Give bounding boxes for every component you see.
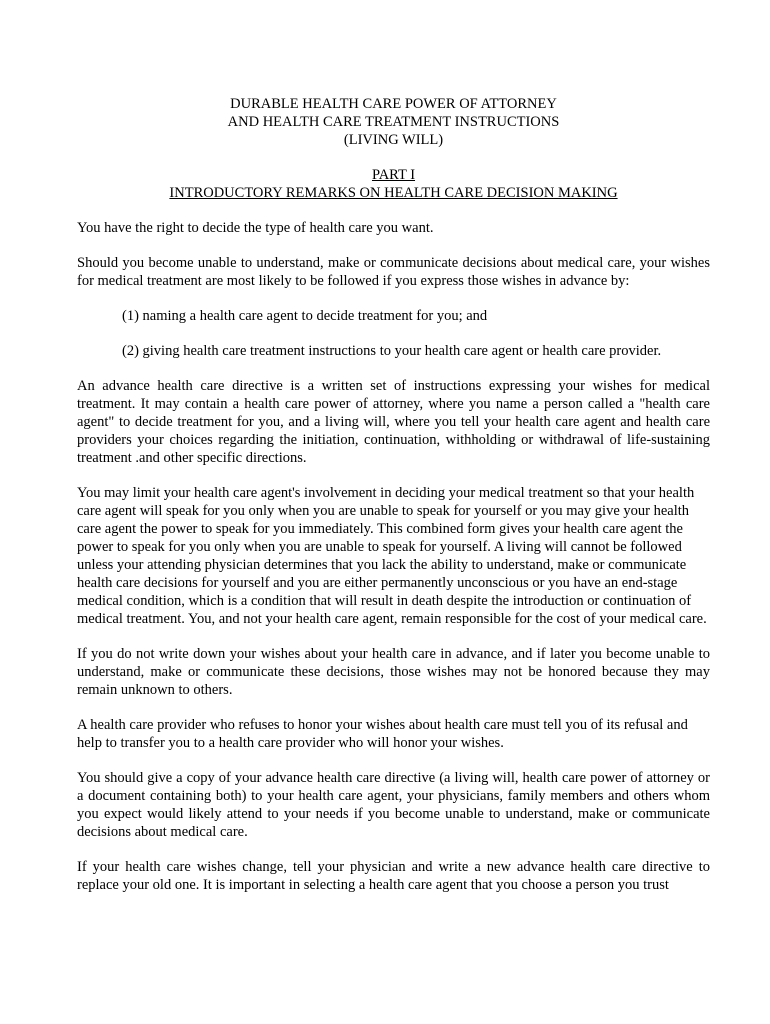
part-label: PART I [371, 167, 416, 183]
paragraph-advance-directive: An advance health care directive is a written set of instructions expressing your wishes for medical treatment. It may contain a health care power of attorney, where you name a person called a "health care agent" to decide treatment for you, and a living will, where you tell your health care agent and health care providers your choices regarding the initiation, continuation, withholding or withdrawal of life-sustaining treatment .and other specific directions. [77, 378, 710, 466]
document-page [77, 95, 710, 911]
paragraph-unwritten-wishes: If you do not write down your wishes about your health care in advance, and if later you become unable to understand, make or communicate these decisions, those wishes may not be honored because they may remain unknown to others. [77, 646, 710, 698]
part-title: INTRODUCTORY REMARKS ON HEALTH CARE DECISION MAKING [169, 185, 618, 201]
paragraph-limit-agent: You may limit your health care agent's involvement in deciding your medical treatment so that your health care agent will speak for you only when you are unable to speak for yourself or you may give your health care agent the power to speak for you immediately. This combined form gives your health care agent the power to speak for you only when you are unable to speak for yourself. A living will cannot be followed unless your attending physician determines that you lack the ability to understand, make or communicate health care decisions for yourself and you are either permanently unconscious or you have an end-stage medical condition, which is a condition that will result in death despite the introduction or continuation of medical treatment. You, and not your health care agent, remain responsible for the cost of your medical care. [77, 485, 707, 627]
document-title-line-2: AND HEALTH CARE TREATMENT INSTRUCTIONS [227, 114, 560, 130]
paragraph-wishes-change: If your health care wishes change, tell your physician and write a new advance health care directive to replace your old one. It is important in selecting a health care agent that you choose a person you trust [77, 859, 710, 893]
paragraph-right-to-decide: You have the right to decide the type of health care you want. [77, 220, 434, 236]
list-item-treatment-instructions: (2) giving health care treatment instructions to your health care agent or health care provider. [122, 343, 662, 359]
list-item-naming-agent: (1) naming a health care agent to decide treatment for you; and [122, 308, 488, 324]
paragraph-express-wishes: Should you become unable to understand, make or communicate decisions about medical care, your wishes for medical treatment are most likely to be followed if you express those wishes in advance by: [77, 255, 710, 289]
paragraph-provider-refusal: A health care provider who refuses to honor your wishes about health care must tell you of its refusal and help to transfer you to a health care provider who will honor your wishes. [77, 717, 688, 751]
document-title-line-3: (LIVING WILL) [343, 132, 444, 148]
document-title-line-1: DURABLE HEALTH CARE POWER OF ATTORNEY [230, 96, 557, 112]
paragraph-copies: You should give a copy of your advance health care directive (a living will, health care power of attorney or a document containing both) to your health care agent, your physicians, family members and others whom you expect would likely attend to your needs if you become unable to understand, make or communicate decisions about medical care. [77, 770, 710, 840]
